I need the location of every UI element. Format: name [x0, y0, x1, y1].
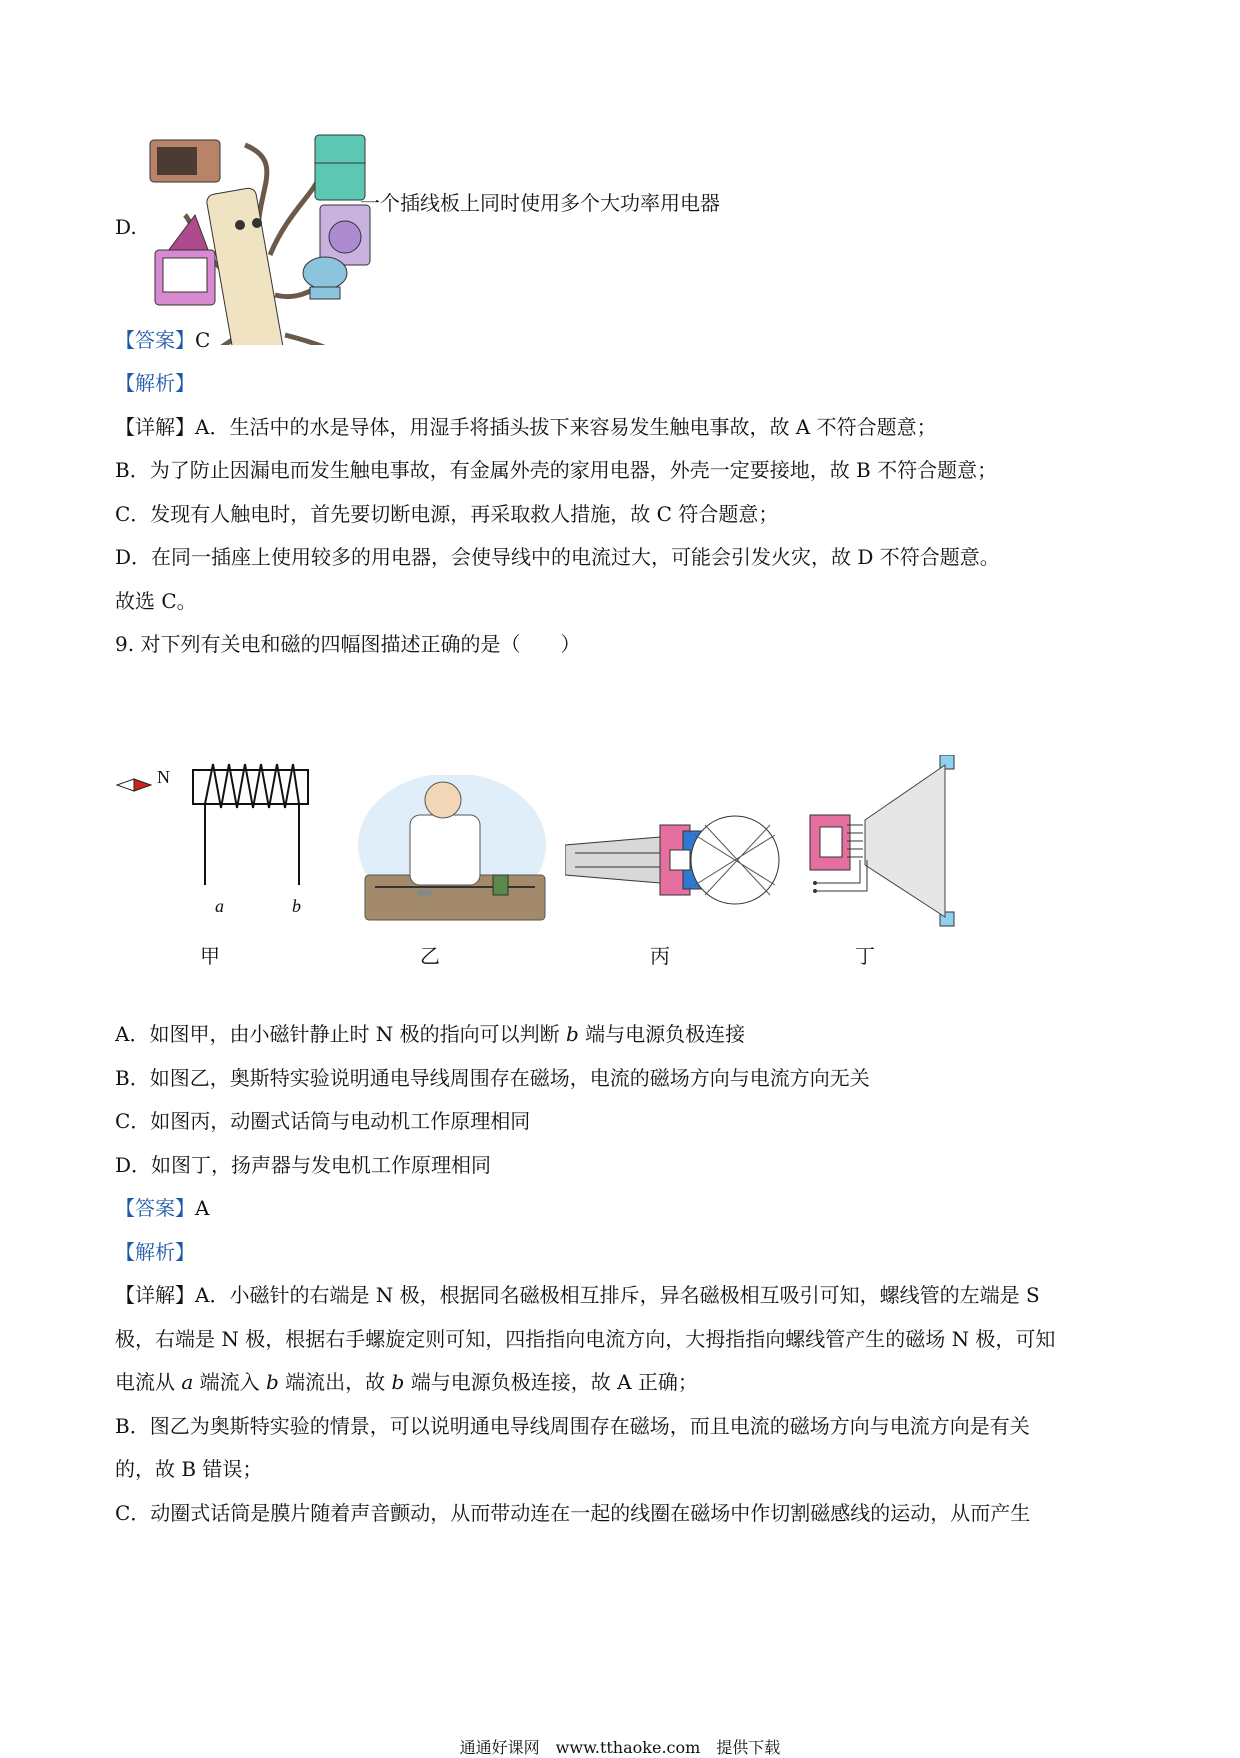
q9-detail-a2: 极，右端是 N 极，根据右手螺旋定则可知，四指指向电流方向，大拇指指向螺线管产生的磁场 N 极，可知: [115, 1327, 1056, 1351]
option-d-text: 一个插线板上同时使用多个大功率用电器: [360, 191, 720, 215]
q9-option-c: C．如图丙，动圈式话筒与电动机工作原理相同: [115, 1109, 531, 1133]
detail-a3-part4: 端与电源负极连接，故 A 正确；: [404, 1370, 698, 1394]
answer-value: C: [195, 328, 211, 352]
q9-option-d: D．如图丁，扬声器与发电机工作原理相同: [115, 1153, 492, 1177]
answer-label: 【答案】: [115, 1196, 195, 1220]
q9-detail-a1: [115, 1281, 1040, 1309]
detail-a3-part1: 电流从: [115, 1370, 182, 1394]
conclusion: 故选 C。: [115, 589, 197, 613]
caption-jia: 甲: [200, 944, 220, 968]
figure-jia-solenoid: [115, 740, 315, 930]
q9-detail-b1: B．图乙为奥斯特实验的情景，可以说明通电导线周围存在磁场，而且电流的磁场方向与电流方向是有关: [115, 1414, 1030, 1438]
page-footer: 通通好课网 www.tthaoke.com 提供下载: [459, 1738, 781, 1757]
detail-label: 【详解】: [115, 1283, 195, 1307]
caption-bing: 丙: [650, 944, 670, 968]
q9-option-a: [115, 1020, 745, 1048]
q9-detail-b2: 的，故 B 错误；: [115, 1457, 263, 1481]
figure-ding-speaker: [805, 755, 975, 930]
detail-a3-italic-a: a: [181, 1370, 194, 1394]
detail-a3-part2: 端流入: [193, 1370, 267, 1394]
answer-line-q9: [115, 1194, 209, 1222]
figure-bing-microphone: [565, 815, 780, 915]
detail-label: 【详解】: [115, 415, 195, 439]
detail-line-a: [115, 413, 937, 441]
detail-a3-part3: 端流出，故: [278, 1370, 392, 1394]
detail-text-a1: A．小磁针的右端是 N 极，根据同名磁极相互排斥，异名磁极相互吸引可知，螺线管的左端是 S: [195, 1283, 1040, 1307]
analysis-label: 【解析】: [115, 1240, 195, 1264]
q9-detail-c1: C．动圈式话筒是膜片随着声音颤动，从而带动连在一起的线圈在磁场中作切割磁感线的运动，从而产生: [115, 1501, 1031, 1525]
detail-a3-italic-b2: b: [391, 1370, 405, 1394]
analysis-label: 【解析】: [115, 371, 195, 395]
terminal-b-label: b: [292, 896, 301, 916]
answer-line-q8: [115, 326, 210, 354]
n-pole-label: N: [157, 767, 170, 787]
detail-line-d: D．在同一插座上使用较多的用电器，会使导线中的电流过大，可能会引发火灾，故 D 不符合题意。: [115, 545, 1000, 569]
q9-stem: 9. 对下列有关电和磁的四幅图描述正确的是（ ）: [115, 632, 581, 656]
q9-option-b: B．如图乙，奥斯特实验说明通电导线周围存在磁场，电流的磁场方向与电流方向无关: [115, 1066, 870, 1090]
caption-ding: 丁: [855, 944, 875, 968]
caption-yi: 乙: [420, 944, 440, 968]
terminal-a-label: a: [215, 896, 224, 916]
detail-line-b: B．为了防止因漏电而发生触电事故，有金属外壳的家用电器，外壳一定要接地，故 B 不符合题意；: [115, 458, 998, 482]
power-strip-illustration: [145, 105, 405, 345]
option-d-letter: D.: [115, 215, 137, 239]
detail-a3-italic-b: b: [266, 1370, 279, 1394]
option-a-text: A．如图甲，由小磁针静止时 N 极的指向可以判断: [115, 1022, 567, 1046]
option-a-tail: 端与电源负极连接: [578, 1022, 746, 1046]
option-a-italic: b: [566, 1022, 579, 1046]
answer-label: 【答案】: [115, 328, 195, 352]
detail-text-a: A．生活中的水是导体，用湿手将插头拔下来容易发生触电事故，故 A 不符合题意；: [195, 415, 937, 439]
detail-line-c: C．发现有人触电时，首先要切断电源，再采取救人措施，故 C 符合题意；: [115, 502, 779, 526]
answer-value: A: [195, 1196, 210, 1220]
q9-detail-a3: [115, 1368, 698, 1396]
figure-yi-oersted: [355, 775, 550, 925]
